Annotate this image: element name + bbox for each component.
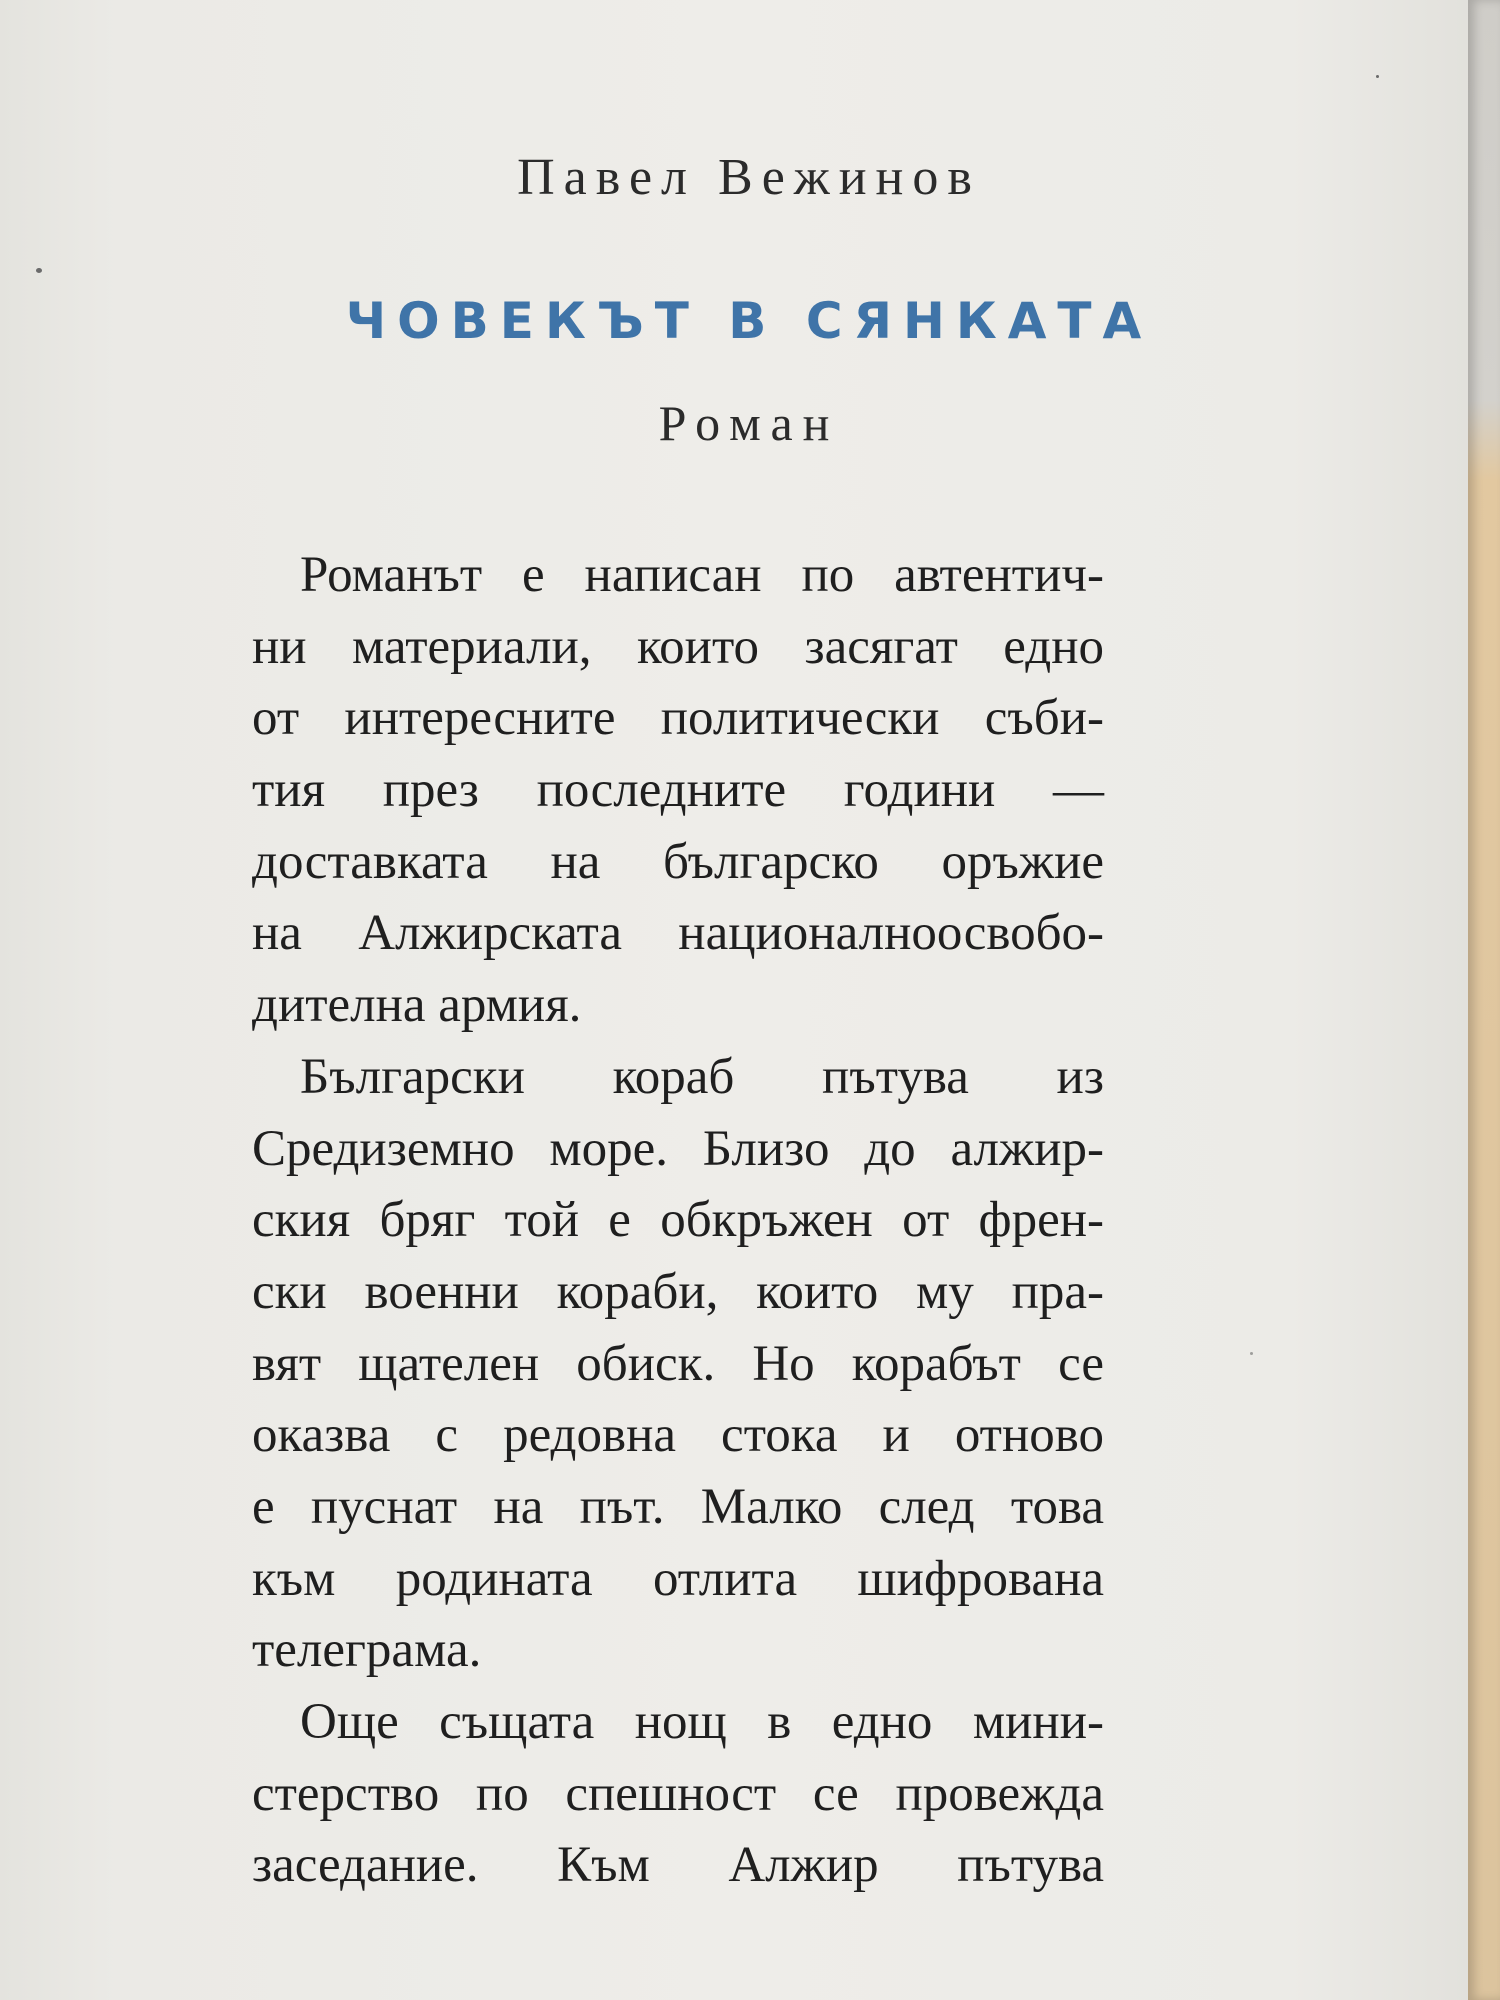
book-genre: Роман (658, 395, 840, 451)
text-line: Български кораб пътува из (300, 1048, 1104, 1105)
text-line: вят щателен обиск. Но корабът се (252, 1335, 1104, 1392)
text-line: Средиземно море. Близо до алжир- (252, 1120, 1104, 1177)
text-line: към родината отлита шифрована (252, 1550, 1104, 1607)
author-name: Павел Вежинов (517, 149, 981, 206)
text-line: Романът е написан по автентич- (300, 547, 1104, 603)
text-line: ски военни кораби, които му пра- (252, 1263, 1104, 1320)
text-line: Още същата нощ в едно мини- (300, 1694, 1104, 1750)
text-line: стерство по спешност се провежда (252, 1765, 1104, 1822)
text-line: от интересните политически съби- (252, 690, 1104, 747)
paragraph (252, 1687, 1104, 1902)
page-edge (1468, 0, 1500, 2000)
text-line: тия през последните години — (252, 762, 1104, 819)
paragraph (252, 540, 1104, 1042)
annotation-text (252, 540, 1104, 1902)
text-line: дителна армия. (252, 977, 582, 1034)
text-line: телеграма. (252, 1622, 482, 1679)
text-line: ския бряг той е обкръжен от френ- (252, 1192, 1104, 1249)
text-line: ни материали, които засягат едно (252, 618, 1104, 675)
text-line: оказва с редовна стока и отново (252, 1407, 1104, 1464)
text-line: на Алжирската националноосвобо- (252, 905, 1104, 962)
paper-speck (1250, 1352, 1253, 1355)
paper-speck (36, 268, 42, 273)
paper-speck (1376, 75, 1379, 78)
text-line: е пуснат на път. Малко след това (252, 1478, 1104, 1535)
paragraph (252, 1042, 1104, 1687)
text-line: заседание. Към Алжир пътува (252, 1837, 1104, 1894)
text-line: доставката на българско оръжие (252, 833, 1104, 890)
book-title: ЧОВЕКЪТ В СЯНКАТА (345, 292, 1153, 350)
